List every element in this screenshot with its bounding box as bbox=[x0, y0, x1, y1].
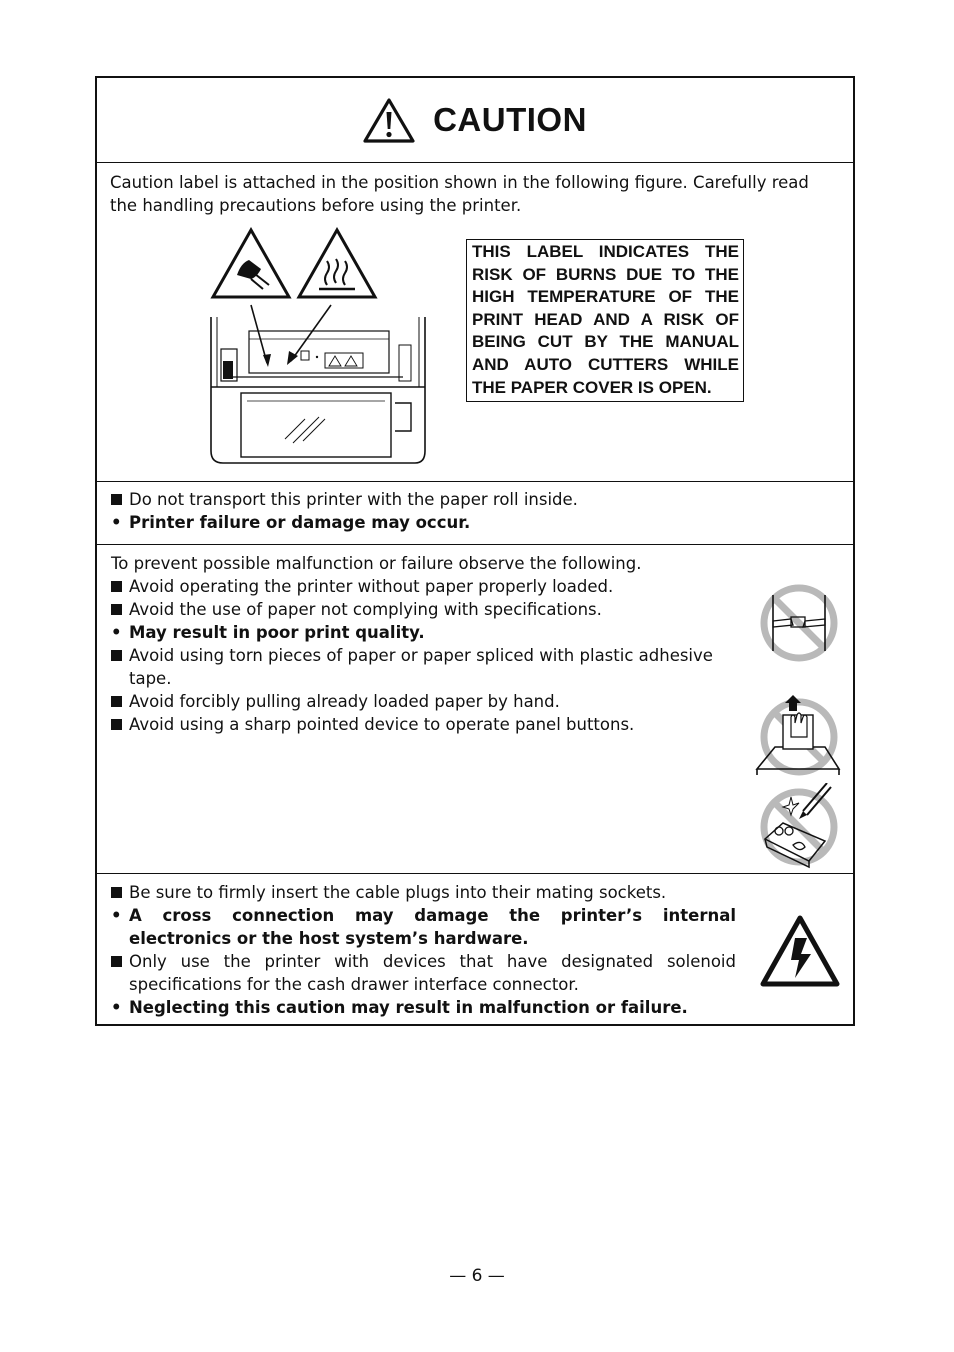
page-number: — 6 — bbox=[449, 1266, 505, 1286]
paper-section: To prevent possible malfunction or failure observe the following. Avoid operating the printer without paper properly loaded. Avoid the use of paper not complying with specifications. • May result in poor print quality. Avoid using torn pieces of paper or paper spliced with plastic adhesive tape. Avoid forcibly pulling already loaded paper by hand. Avoid using a sharp pointed device to operate panel buttons. bbox=[97, 544, 853, 874]
label-line: AND AUTO CUTTERS WHILE bbox=[472, 354, 739, 374]
label-line: PRINT HEAD AND A RISK OF bbox=[472, 309, 739, 329]
electric-shock-icon bbox=[759, 914, 841, 988]
label-line: HIGH TEMPERATURE OF THE bbox=[472, 287, 739, 307]
hand-cut-hazard-icon bbox=[213, 230, 289, 297]
paper-item: Avoid using torn pieces of paper or paper spliced with plastic adhesive tape. bbox=[129, 646, 713, 688]
caution-frame bbox=[95, 76, 855, 1026]
cable-note: A cross connection may damage the printer’s internal electronics or the host system’s hardware. bbox=[129, 906, 736, 948]
paper-item: Avoid using a sharp pointed device to operate panel buttons. bbox=[129, 715, 635, 734]
label-line: THE PAPER COVER IS OPEN. bbox=[472, 377, 712, 397]
cable-item: Only use the printer with devices that have designated solenoid specifications for the cash drawer interface connector. bbox=[129, 952, 736, 994]
transport-item: Do not transport this printer with the paper roll inside. bbox=[129, 490, 578, 509]
transport-section: Do not transport this printer with the paper roll inside. • Printer failure or damage may occur. bbox=[97, 481, 853, 545]
warning-triangle-icon bbox=[363, 97, 415, 143]
label-line: THIS LABEL INDICATES THE bbox=[472, 242, 739, 261]
page-title: CAUTION bbox=[433, 101, 587, 138]
cable-item: Be sure to firmly insert the cable plugs into their mating sockets. bbox=[129, 883, 667, 902]
paper-item: Avoid the use of paper not complying with specifications. bbox=[129, 600, 602, 619]
label-intro: Caution label is attached in the position shown in the following figure. Carefully read the handling precautions before using the printer. bbox=[110, 173, 809, 215]
transport-note: Printer failure or damage may occur. bbox=[129, 513, 471, 532]
caution-header bbox=[97, 78, 853, 162]
label-line: BEING CUT BY THE MANUAL bbox=[472, 332, 739, 352]
paper-note: May result in poor print quality. bbox=[129, 623, 425, 642]
no-spliced-paper-icon bbox=[757, 581, 841, 665]
cable-section: Be sure to firmly insert the cable plugs into their mating sockets. • A cross connection may damage the printer’s internal electronics or the host system’s hardware. Only use the printer with devices that have designated solenoid specifications for the cash drawer interface connector. • Neglecting this caution may result in malfunction or failure. bbox=[97, 873, 853, 1024]
label-line: RISK OF BURNS DUE TO THE bbox=[472, 264, 739, 284]
no-sharp-object-icon bbox=[759, 783, 843, 869]
no-pulling-paper-icon bbox=[755, 693, 843, 779]
paper-intro: To prevent possible malfunction or failure observe the following. bbox=[111, 554, 642, 573]
hot-surface-icon bbox=[299, 230, 375, 297]
caution-label-text bbox=[466, 239, 744, 402]
paper-item: Avoid forcibly pulling already loaded paper by hand. bbox=[129, 692, 560, 711]
label-section bbox=[97, 162, 853, 482]
paper-item: Avoid operating the printer without paper properly loaded. bbox=[129, 577, 614, 596]
cable-note: Neglecting this caution may result in malfunction or failure. bbox=[129, 998, 688, 1017]
printer-illustration bbox=[207, 227, 457, 471]
